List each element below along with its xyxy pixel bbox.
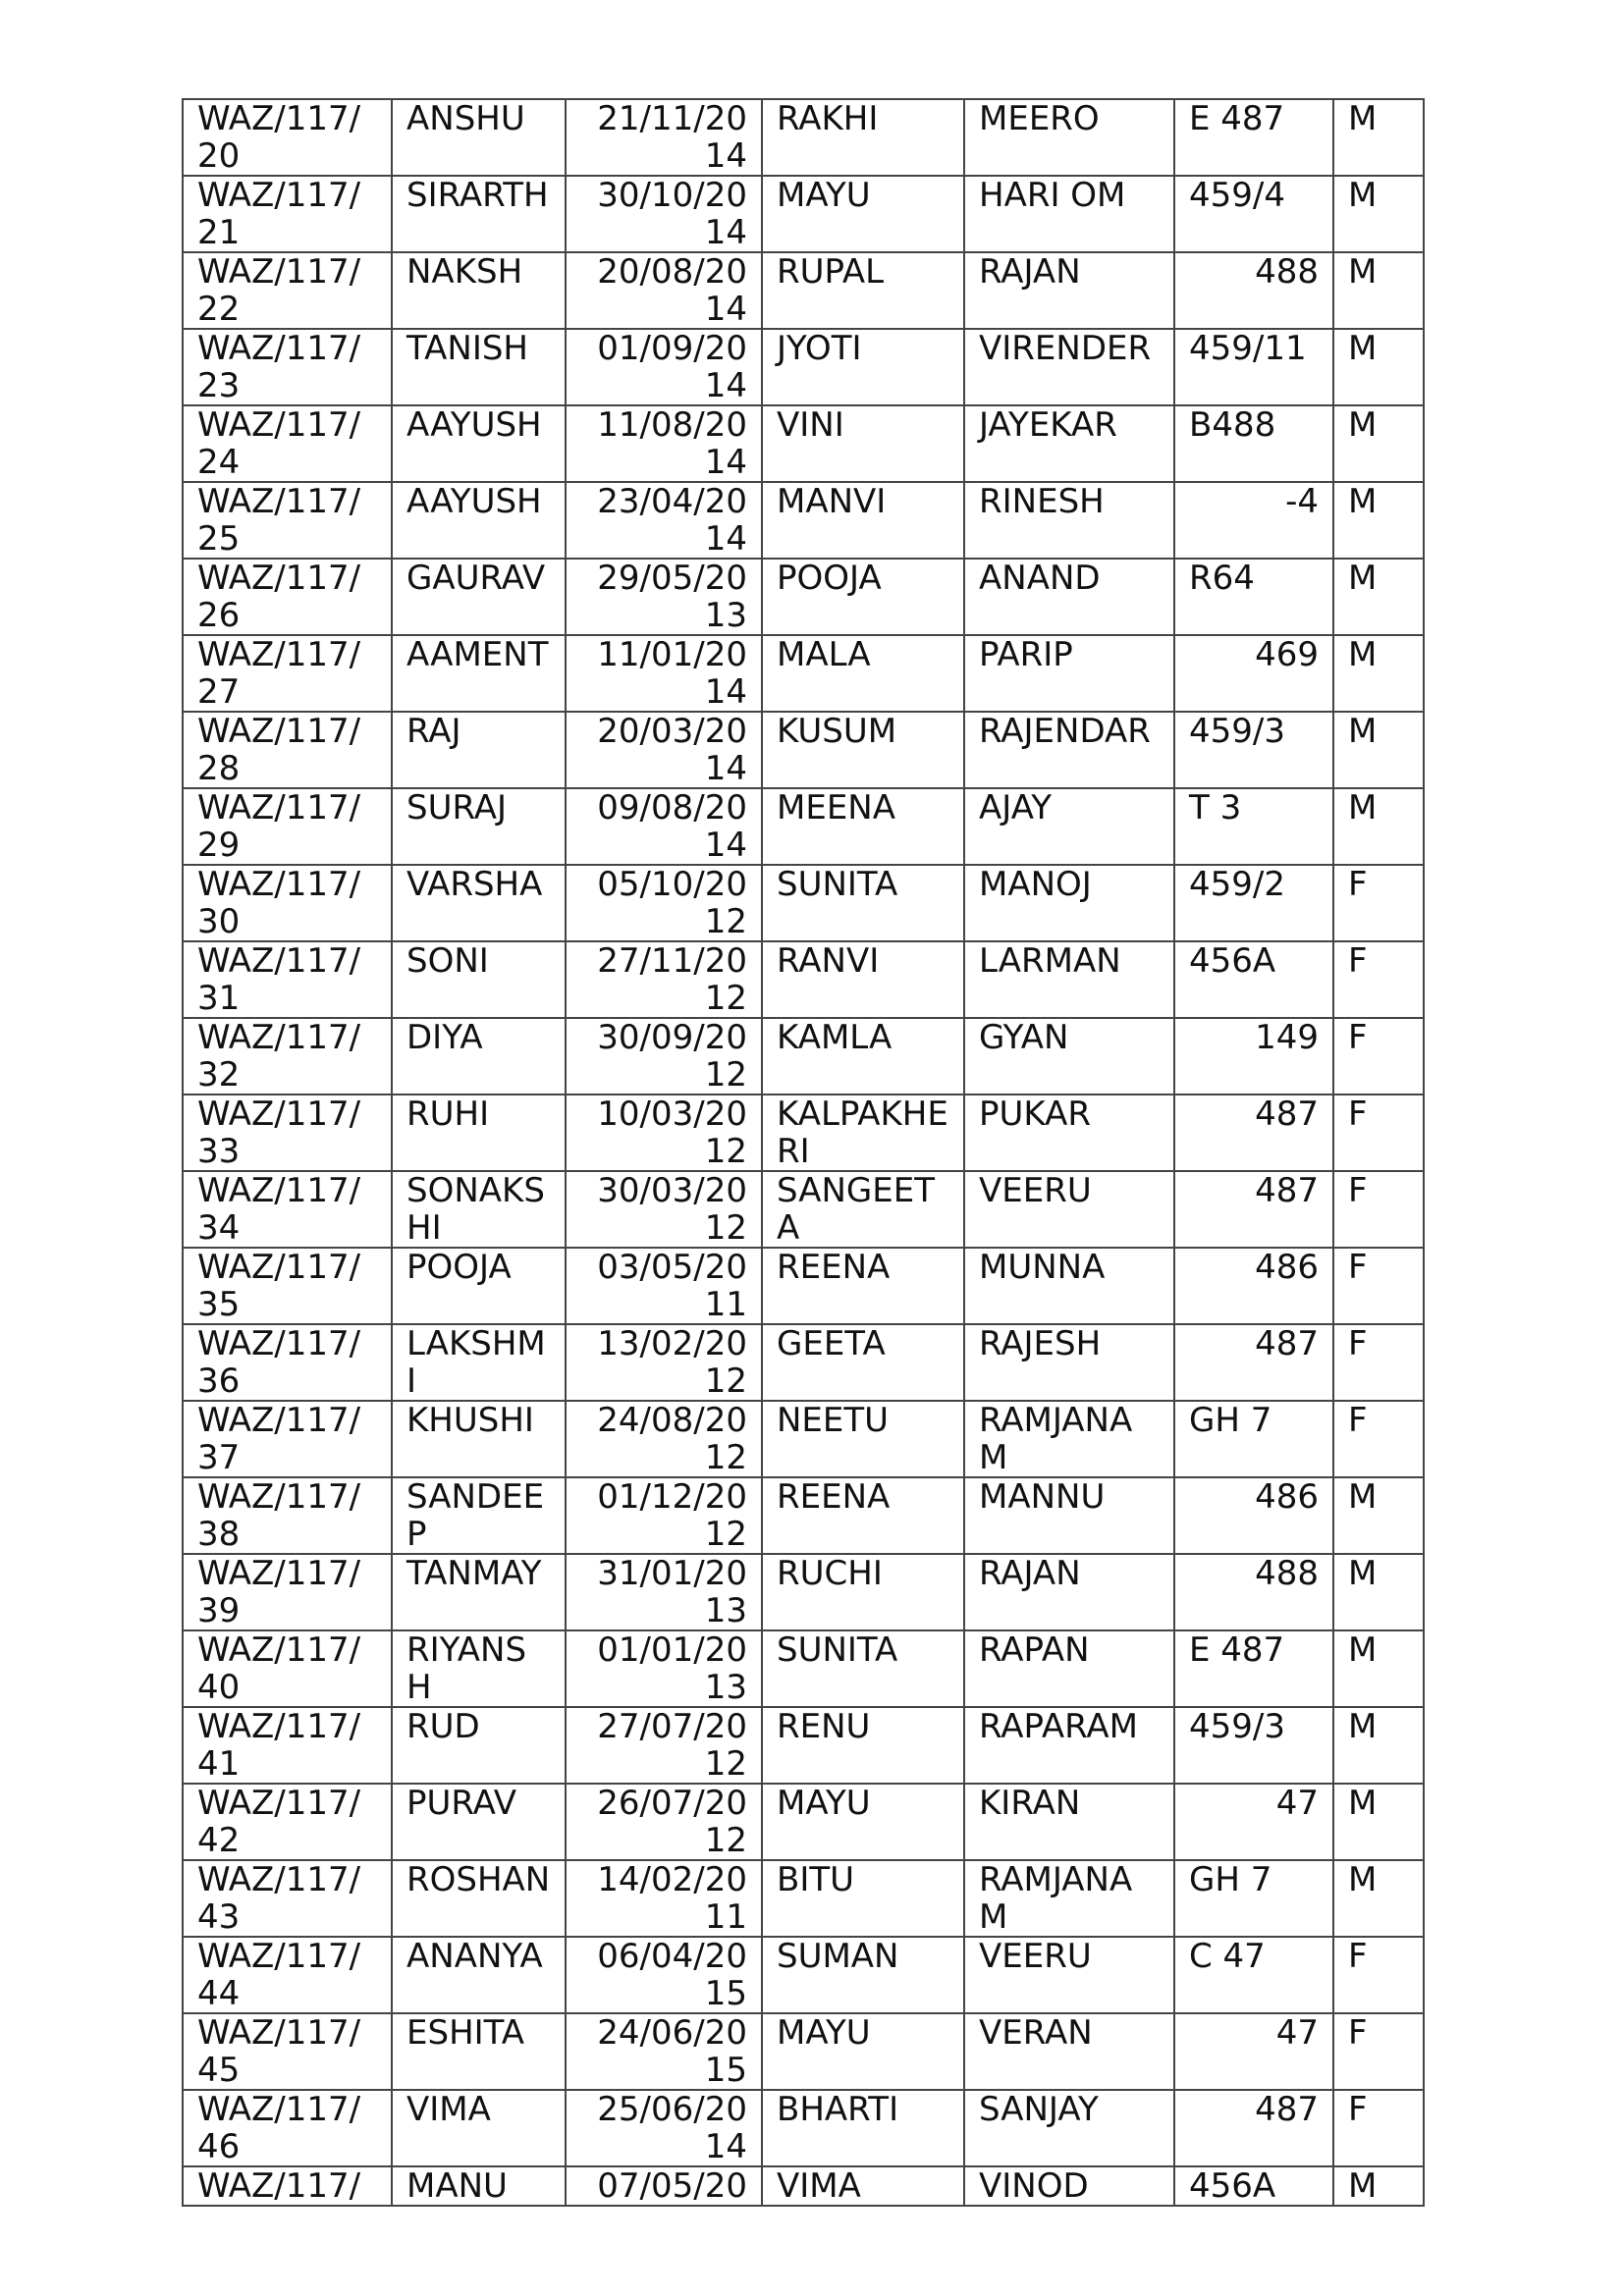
mother-name-cell: MAYU <box>762 2013 964 2090</box>
gender-cell: F <box>1333 1324 1424 1401</box>
dob-cell: 20/08/2014 <box>566 252 762 329</box>
table-row <box>183 1171 1424 1248</box>
father-name-cell: RAMJANAM <box>964 1401 1174 1477</box>
father-name-cell: VINOD <box>964 2166 1174 2206</box>
address-cell: 456A <box>1174 2166 1333 2206</box>
mother-name-cell: REENA <box>762 1477 964 1554</box>
address-cell: 459/4 <box>1174 176 1333 252</box>
address-cell: -4 <box>1174 482 1333 559</box>
dob-cell: 30/10/2014 <box>566 176 762 252</box>
dob-cell: 31/01/2013 <box>566 1554 762 1630</box>
father-name-cell: VERAN <box>964 2013 1174 2090</box>
father-name-cell: HARI OM <box>964 176 1174 252</box>
admission-no-cell: WAZ/117/35 <box>183 1248 392 1324</box>
dob-cell: 03/05/2011 <box>566 1248 762 1324</box>
table-row <box>183 176 1424 252</box>
admission-no-cell: WAZ/117/29 <box>183 788 392 865</box>
father-name-cell: RAJAN <box>964 252 1174 329</box>
admission-no-cell: WAZ/117/43 <box>183 1860 392 1937</box>
dob-cell: 07/05/20 <box>566 2166 762 2206</box>
student-name-cell: GAURAV <box>392 559 566 635</box>
admission-no-cell: WAZ/117/25 <box>183 482 392 559</box>
dob-cell: 06/04/2015 <box>566 1937 762 2013</box>
student-name-cell: PURAV <box>392 1784 566 1860</box>
father-name-cell: VIRENDER <box>964 329 1174 405</box>
gender-cell: M <box>1333 99 1424 176</box>
father-name-cell: RINESH <box>964 482 1174 559</box>
table-row <box>183 1248 1424 1324</box>
dob-cell: 23/04/2014 <box>566 482 762 559</box>
admission-no-cell: WAZ/117/45 <box>183 2013 392 2090</box>
father-name-cell: MANNU <box>964 1477 1174 1554</box>
address-cell: 149 <box>1174 1018 1333 1095</box>
admission-no-cell: WAZ/117/28 <box>183 712 392 788</box>
mother-name-cell: REENA <box>762 1248 964 1324</box>
admission-no-cell: WAZ/117/27 <box>183 635 392 712</box>
table-row <box>183 1477 1424 1554</box>
student-name-cell: SURAJ <box>392 788 566 865</box>
admission-no-cell: WAZ/117/26 <box>183 559 392 635</box>
student-name-cell: TANISH <box>392 329 566 405</box>
mother-name-cell: RUCHI <box>762 1554 964 1630</box>
gender-cell: M <box>1333 2166 1424 2206</box>
address-cell: 488 <box>1174 252 1333 329</box>
dob-cell: 27/07/2012 <box>566 1707 762 1784</box>
father-name-cell: PUKAR <box>964 1095 1174 1171</box>
dob-cell: 11/01/2014 <box>566 635 762 712</box>
dob-cell: 20/03/2014 <box>566 712 762 788</box>
dob-cell: 05/10/2012 <box>566 865 762 941</box>
student-name-cell: DIYA <box>392 1018 566 1095</box>
father-name-cell: GYAN <box>964 1018 1174 1095</box>
gender-cell: F <box>1333 1401 1424 1477</box>
dob-cell: 30/09/2012 <box>566 1018 762 1095</box>
table-row <box>183 1630 1424 1707</box>
table-row <box>183 712 1424 788</box>
father-name-cell: RAJESH <box>964 1324 1174 1401</box>
address-cell: 47 <box>1174 1784 1333 1860</box>
father-name-cell: PARIP <box>964 635 1174 712</box>
student-name-cell: ESHITA <box>392 2013 566 2090</box>
student-name-cell: RUHI <box>392 1095 566 1171</box>
table-row <box>183 2013 1424 2090</box>
admission-no-cell: WAZ/117/34 <box>183 1171 392 1248</box>
gender-cell: F <box>1333 865 1424 941</box>
admission-no-cell: WAZ/117/24 <box>183 405 392 482</box>
student-name-cell: AAYUSH <box>392 405 566 482</box>
admission-no-cell: WAZ/117/40 <box>183 1630 392 1707</box>
address-cell: 459/2 <box>1174 865 1333 941</box>
student-name-cell: RAJ <box>392 712 566 788</box>
table-row <box>183 865 1424 941</box>
address-cell: GH 7 <box>1174 1860 1333 1937</box>
student-register-table <box>182 98 1425 2207</box>
gender-cell: M <box>1333 1707 1424 1784</box>
address-cell: B488 <box>1174 405 1333 482</box>
dob-cell: 30/03/2012 <box>566 1171 762 1248</box>
father-name-cell: KIRAN <box>964 1784 1174 1860</box>
table-row <box>183 252 1424 329</box>
admission-no-cell: WAZ/117/37 <box>183 1401 392 1477</box>
address-cell: R64 <box>1174 559 1333 635</box>
mother-name-cell: POOJA <box>762 559 964 635</box>
table-row <box>183 1554 1424 1630</box>
admission-no-cell: WAZ/117/23 <box>183 329 392 405</box>
dob-cell: 09/08/2014 <box>566 788 762 865</box>
student-name-cell: ROSHAN <box>392 1860 566 1937</box>
address-cell: E 487 <box>1174 1630 1333 1707</box>
address-cell: 486 <box>1174 1477 1333 1554</box>
student-name-cell: NAKSH <box>392 252 566 329</box>
table-row <box>183 1324 1424 1401</box>
father-name-cell: LARMAN <box>964 941 1174 1018</box>
mother-name-cell: GEETA <box>762 1324 964 1401</box>
admission-no-cell: WAZ/117/ <box>183 2166 392 2206</box>
address-cell: 459/11 <box>1174 329 1333 405</box>
table-row <box>183 1860 1424 1937</box>
mother-name-cell: BITU <box>762 1860 964 1937</box>
admission-no-cell: WAZ/117/30 <box>183 865 392 941</box>
mother-name-cell: SUNITA <box>762 865 964 941</box>
gender-cell: M <box>1333 1554 1424 1630</box>
admission-no-cell: WAZ/117/44 <box>183 1937 392 2013</box>
gender-cell: F <box>1333 1248 1424 1324</box>
table-row <box>183 482 1424 559</box>
student-name-cell: ANSHU <box>392 99 566 176</box>
gender-cell: M <box>1333 1784 1424 1860</box>
father-name-cell: RAPAN <box>964 1630 1174 1707</box>
father-name-cell: JAYEKAR <box>964 405 1174 482</box>
mother-name-cell: NEETU <box>762 1401 964 1477</box>
table-row <box>183 1018 1424 1095</box>
table-row <box>183 1095 1424 1171</box>
table-row <box>183 788 1424 865</box>
mother-name-cell: RUPAL <box>762 252 964 329</box>
mother-name-cell: MAYU <box>762 176 964 252</box>
mother-name-cell: KAMLA <box>762 1018 964 1095</box>
table-row <box>183 329 1424 405</box>
mother-name-cell: MEENA <box>762 788 964 865</box>
student-name-cell: KHUSHI <box>392 1401 566 1477</box>
student-name-cell: SONI <box>392 941 566 1018</box>
gender-cell: F <box>1333 1937 1424 2013</box>
table-row <box>183 1784 1424 1860</box>
dob-cell: 11/08/2014 <box>566 405 762 482</box>
mother-name-cell: SUNITA <box>762 1630 964 1707</box>
student-name-cell: MANU <box>392 2166 566 2206</box>
gender-cell: M <box>1333 712 1424 788</box>
dob-cell: 01/12/2012 <box>566 1477 762 1554</box>
dob-cell: 13/02/2012 <box>566 1324 762 1401</box>
dob-cell: 24/08/2012 <box>566 1401 762 1477</box>
admission-no-cell: WAZ/117/41 <box>183 1707 392 1784</box>
mother-name-cell: RANVI <box>762 941 964 1018</box>
mother-name-cell: RENU <box>762 1707 964 1784</box>
gender-cell: F <box>1333 2090 1424 2166</box>
table-row <box>183 99 1424 176</box>
gender-cell: M <box>1333 405 1424 482</box>
student-name-cell: AAMENT <box>392 635 566 712</box>
gender-cell: M <box>1333 329 1424 405</box>
gender-cell: M <box>1333 788 1424 865</box>
address-cell: 47 <box>1174 2013 1333 2090</box>
father-name-cell: ANAND <box>964 559 1174 635</box>
father-name-cell: MEERO <box>964 99 1174 176</box>
table-row <box>183 405 1424 482</box>
student-name-cell: ANANYA <box>392 1937 566 2013</box>
dob-cell: 25/06/2014 <box>566 2090 762 2166</box>
dob-cell: 24/06/2015 <box>566 2013 762 2090</box>
student-name-cell: TANMAY <box>392 1554 566 1630</box>
address-cell: 469 <box>1174 635 1333 712</box>
table-row <box>183 2090 1424 2166</box>
father-name-cell: RAMJANAM <box>964 1860 1174 1937</box>
gender-cell: M <box>1333 1630 1424 1707</box>
father-name-cell: RAJENDAR <box>964 712 1174 788</box>
address-cell: 459/3 <box>1174 1707 1333 1784</box>
admission-no-cell: WAZ/117/31 <box>183 941 392 1018</box>
student-name-cell: AAYUSH <box>392 482 566 559</box>
table-row <box>183 1707 1424 1784</box>
address-cell: 459/3 <box>1174 712 1333 788</box>
student-name-cell: SONAKSHI <box>392 1171 566 1248</box>
mother-name-cell: VINI <box>762 405 964 482</box>
address-cell: 488 <box>1174 1554 1333 1630</box>
mother-name-cell: VIMA <box>762 2166 964 2206</box>
gender-cell: M <box>1333 252 1424 329</box>
address-cell: T 3 <box>1174 788 1333 865</box>
gender-cell: M <box>1333 635 1424 712</box>
gender-cell: F <box>1333 1018 1424 1095</box>
student-name-cell: VARSHA <box>392 865 566 941</box>
admission-no-cell: WAZ/117/20 <box>183 99 392 176</box>
address-cell: 487 <box>1174 1171 1333 1248</box>
mother-name-cell: MANVI <box>762 482 964 559</box>
dob-cell: 10/03/2012 <box>566 1095 762 1171</box>
address-cell: 487 <box>1174 1095 1333 1171</box>
student-name-cell: RIYANSH <box>392 1630 566 1707</box>
address-cell: C 47 <box>1174 1937 1333 2013</box>
admission-no-cell: WAZ/117/36 <box>183 1324 392 1401</box>
father-name-cell: VEERU <box>964 1171 1174 1248</box>
dob-cell: 01/09/2014 <box>566 329 762 405</box>
address-cell: 487 <box>1174 1324 1333 1401</box>
dob-cell: 14/02/2011 <box>566 1860 762 1937</box>
address-cell: E 487 <box>1174 99 1333 176</box>
gender-cell: M <box>1333 482 1424 559</box>
mother-name-cell: RAKHI <box>762 99 964 176</box>
student-name-cell: SIRARTH <box>392 176 566 252</box>
address-cell: 456A <box>1174 941 1333 1018</box>
gender-cell: F <box>1333 2013 1424 2090</box>
student-name-cell: POOJA <box>392 1248 566 1324</box>
father-name-cell: VEERU <box>964 1937 1174 2013</box>
dob-cell: 26/07/2012 <box>566 1784 762 1860</box>
student-name-cell: RUD <box>392 1707 566 1784</box>
father-name-cell: RAPARAM <box>964 1707 1174 1784</box>
mother-name-cell: BHARTI <box>762 2090 964 2166</box>
student-name-cell: LAKSHMI <box>392 1324 566 1401</box>
dob-cell: 01/01/2013 <box>566 1630 762 1707</box>
table-row <box>183 941 1424 1018</box>
table-row <box>183 1937 1424 2013</box>
table-row <box>183 559 1424 635</box>
register-sheet <box>182 98 1425 2207</box>
gender-cell: M <box>1333 559 1424 635</box>
mother-name-cell: MALA <box>762 635 964 712</box>
father-name-cell: MUNNA <box>964 1248 1174 1324</box>
admission-no-cell: WAZ/117/46 <box>183 2090 392 2166</box>
father-name-cell: MANOJ <box>964 865 1174 941</box>
address-cell: GH 7 <box>1174 1401 1333 1477</box>
gender-cell: F <box>1333 1095 1424 1171</box>
admission-no-cell: WAZ/117/21 <box>183 176 392 252</box>
mother-name-cell: MAYU <box>762 1784 964 1860</box>
register-body <box>183 99 1424 2206</box>
mother-name-cell: KALPAKHERI <box>762 1095 964 1171</box>
dob-cell: 29/05/2013 <box>566 559 762 635</box>
table-row <box>183 635 1424 712</box>
mother-name-cell: JYOTI <box>762 329 964 405</box>
student-name-cell: SANDEEP <box>392 1477 566 1554</box>
gender-cell: M <box>1333 176 1424 252</box>
admission-no-cell: WAZ/117/38 <box>183 1477 392 1554</box>
dob-cell: 21/11/2014 <box>566 99 762 176</box>
gender-cell: M <box>1333 1860 1424 1937</box>
address-cell: 486 <box>1174 1248 1333 1324</box>
admission-no-cell: WAZ/117/42 <box>183 1784 392 1860</box>
admission-no-cell: WAZ/117/39 <box>183 1554 392 1630</box>
mother-name-cell: SUMAN <box>762 1937 964 2013</box>
father-name-cell: AJAY <box>964 788 1174 865</box>
address-cell: 487 <box>1174 2090 1333 2166</box>
father-name-cell: SANJAY <box>964 2090 1174 2166</box>
gender-cell: F <box>1333 941 1424 1018</box>
gender-cell: F <box>1333 1171 1424 1248</box>
mother-name-cell: SANGEETA <box>762 1171 964 1248</box>
table-row <box>183 2166 1424 2206</box>
mother-name-cell: KUSUM <box>762 712 964 788</box>
dob-cell: 27/11/2012 <box>566 941 762 1018</box>
admission-no-cell: WAZ/117/32 <box>183 1018 392 1095</box>
admission-no-cell: WAZ/117/22 <box>183 252 392 329</box>
table-row <box>183 1401 1424 1477</box>
student-name-cell: VIMA <box>392 2090 566 2166</box>
father-name-cell: RAJAN <box>964 1554 1174 1630</box>
gender-cell: M <box>1333 1477 1424 1554</box>
admission-no-cell: WAZ/117/33 <box>183 1095 392 1171</box>
